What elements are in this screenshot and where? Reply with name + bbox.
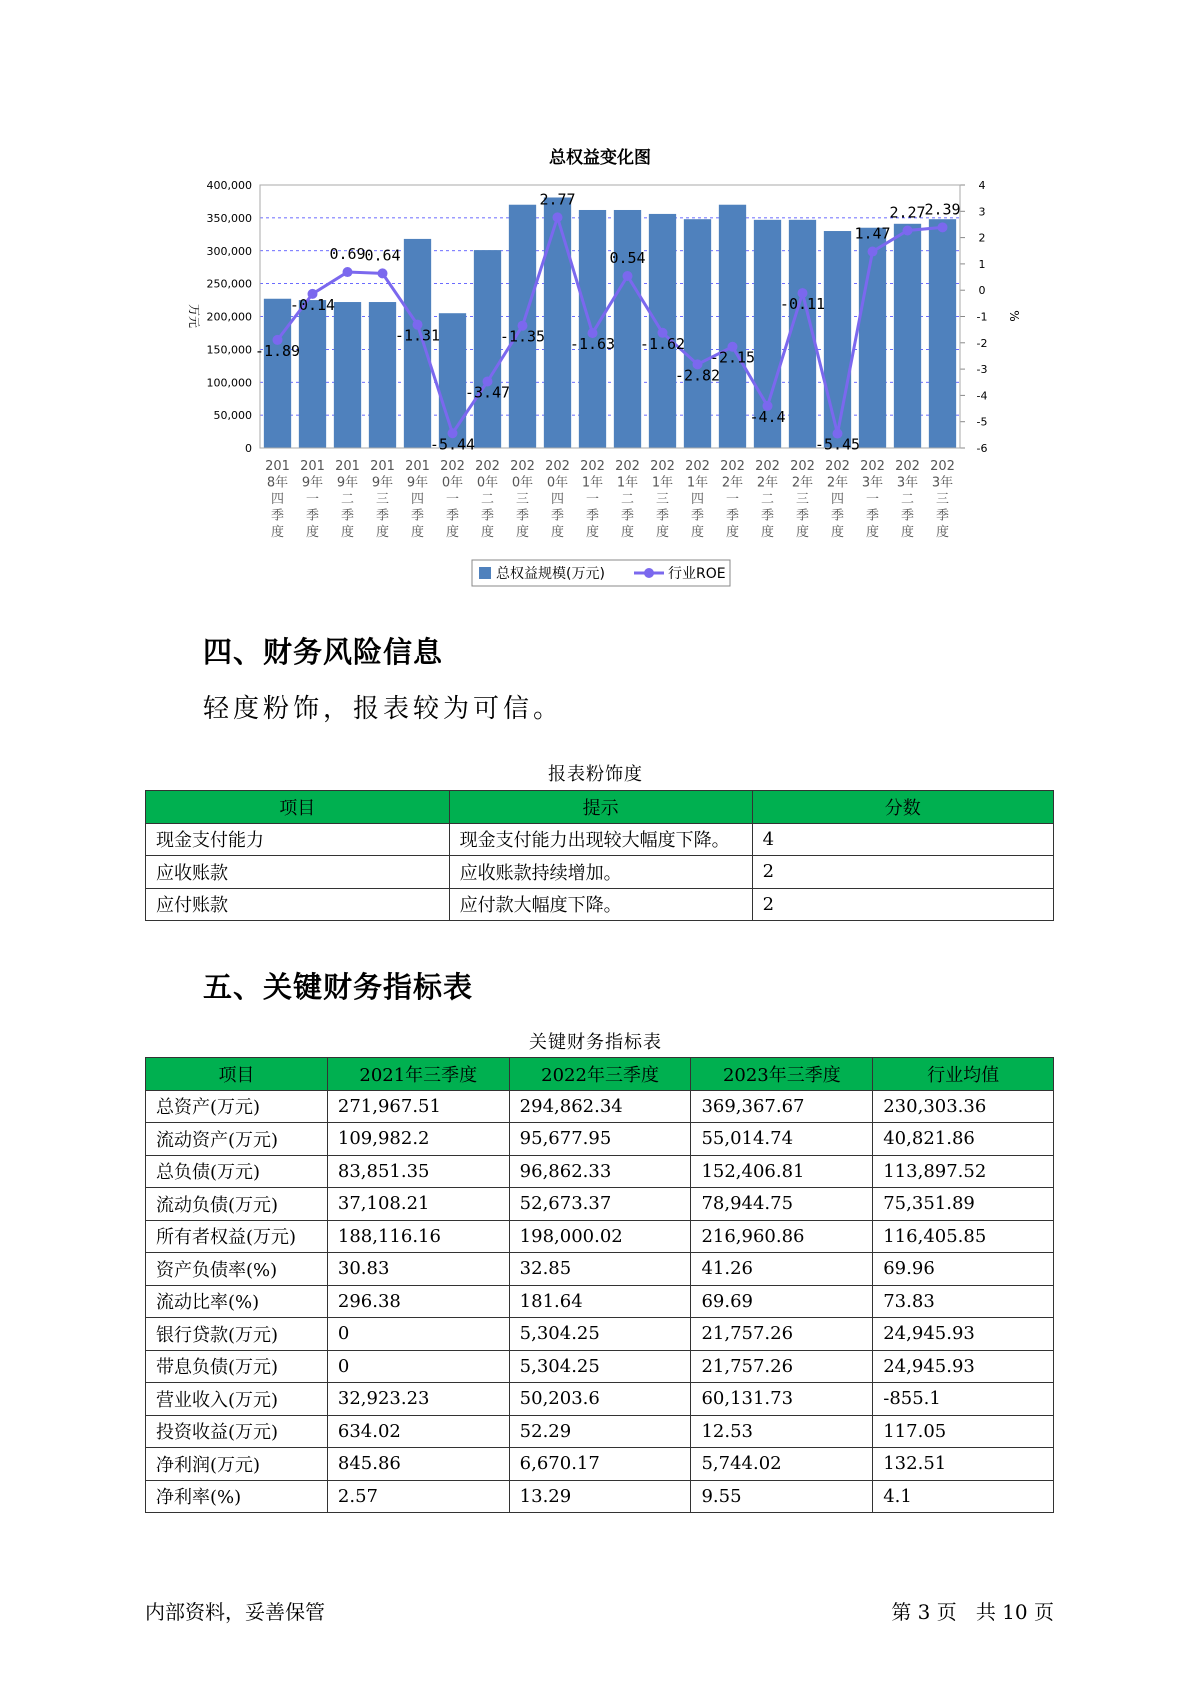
kpi-table-cell: 净利润(万元) [146,1448,328,1481]
x-tick-label: 202 3年一季度 [860,459,885,540]
bar [719,205,746,448]
kpi-table-cell: 152,406.81 [691,1155,873,1188]
roe-data-label: 0.54 [609,248,646,267]
bar [369,302,396,448]
y-tick-label: 300,000 [206,244,252,258]
roe-data-label: 2.39 [924,200,961,219]
kpi-table-cell: 流动负债(万元) [146,1188,328,1221]
x-tick-label: 202 1年三季度 [650,459,675,540]
footer-left: 内部资料，妥善保管 [145,1600,325,1624]
roe-data-label: -3.47 [464,383,511,402]
y-axis-label: 万元 [187,303,201,329]
x-tick-label: 202 0年一季度 [440,459,465,540]
y2-tick-label: 4 [978,179,986,192]
kpi-table-cell: 24,945.93 [873,1318,1054,1351]
kpi-table-cell: 21,757.26 [691,1350,873,1383]
kpi-table-row [146,1123,1054,1156]
roe-point [903,225,913,235]
kpi-table-cell: 流动比率(%) [146,1285,328,1318]
kpi-table-cell: 37,108.21 [327,1188,509,1221]
x-tick-label: 202 1年一季度 [580,459,605,540]
kpi-table-cell: 109,982.2 [327,1123,509,1156]
bar [334,302,361,448]
y2-tick-label: -6 [976,442,988,455]
kpi-table-cell: 83,851.35 [327,1155,509,1188]
x-tick-label: 202 2年二季度 [755,459,780,540]
kpi-table-row [146,1253,1054,1286]
kpi-table-cell: 6,670.17 [509,1448,691,1481]
risk-table-caption: 报表粉饰度 [548,764,643,785]
kpi-table-row [146,1285,1054,1318]
y-tick-label: 50,000 [213,409,252,423]
footer-page-number: 第 3 页 共 10 页 [891,1600,1054,1624]
kpi-table-cell: 30.83 [327,1253,509,1286]
roe-data-label: -1.89 [254,341,301,360]
x-tick-label: 201 9年三季度 [370,459,395,540]
kpi-table-cell: 投资收益(万元) [146,1415,328,1448]
kpi-table-cell: 113,897.52 [873,1155,1054,1188]
roe-data-label: -5.45 [814,435,861,454]
kpi-table-cell: 5,304.25 [509,1318,691,1351]
kpi-table-row [146,1188,1054,1221]
roe-data-label: -0.11 [779,295,826,314]
kpi-table-row [146,1350,1054,1383]
kpi-table-row [146,1480,1054,1513]
roe-data-label: -0.14 [289,295,336,314]
x-tick-label: 201 9年一季度 [300,459,325,540]
kpi-table-cell: 117.05 [873,1415,1054,1448]
kpi-table-cell: 0 [327,1350,509,1383]
bar [929,219,956,448]
kpi-table-cell: 4.1 [873,1480,1054,1513]
kpi-table-cell: 69.69 [691,1285,873,1318]
roe-data-label: -1.62 [639,334,686,353]
kpi-table-cell: 69.96 [873,1253,1054,1286]
bar [859,228,886,448]
kpi-table-cell: 96,862.33 [509,1155,691,1188]
kpi-table-cell: 21,757.26 [691,1318,873,1351]
kpi-table-cell: 总负债(万元) [146,1155,328,1188]
y2-tick-label: -3 [976,363,988,377]
kpi-table-cell: 188,116.16 [327,1220,509,1253]
y2-tick-label: -5 [976,415,988,429]
bar [439,313,466,448]
kpi-table-cell: 116,405.85 [873,1220,1054,1253]
y-tick-label: 400,000 [206,179,252,192]
roe-data-label: -2.15 [709,348,756,367]
x-tick-label: 202 2年四季度 [825,459,850,540]
roe-data-label: -4.4 [749,407,786,426]
risk-table-cell: 2 [752,856,1053,889]
kpi-table-header-cell: 行业均值 [873,1058,1054,1091]
risk-table-cell: 应收账款 [146,856,450,889]
kpi-table-cell: 296.38 [327,1285,509,1318]
x-tick-label: 201 8年四季度 [265,459,290,540]
kpi-table-cell: 132.51 [873,1448,1054,1481]
section5-heading: 五、关键财务指标表 [203,970,474,1004]
y-tick-label: 0 [245,442,252,455]
kpi-table-cell: 0 [327,1318,509,1351]
y2-tick-label: 2 [978,231,986,245]
y-tick-label: 200,000 [206,310,252,324]
kpi-table-cell: 52,673.37 [509,1188,691,1221]
kpi-table-cell: 95,677.95 [509,1123,691,1156]
x-tick-label: 202 0年二季度 [475,459,500,540]
risk-table-cell: 应收账款持续增加。 [449,856,752,889]
kpi-table-cell: 总资产(万元) [146,1090,328,1123]
y2-tick-label: -1 [976,310,988,324]
x-tick-label: 202 3年三季度 [930,459,955,540]
kpi-table-cell: 资产负债率(%) [146,1253,328,1286]
kpi-table-header-cell: 项目 [146,1058,328,1091]
roe-data-label: 0.64 [364,246,401,265]
kpi-table-row [146,1318,1054,1351]
roe-point [868,247,878,257]
bar [264,299,291,448]
kpi-table-cell: 55,014.74 [691,1123,873,1156]
kpi-table-cell: 所有者权益(万元) [146,1220,328,1253]
kpi-table-row [146,1383,1054,1416]
risk-table-cell: 现金支付能力 [146,823,450,856]
kpi-table-row [146,1415,1054,1448]
x-tick-label: 202 3年二季度 [895,459,920,540]
kpi-table-cell: 181.64 [509,1285,691,1318]
kpi-table-row [146,1155,1054,1188]
roe-data-label: 2.77 [539,190,576,209]
kpi-table-row [146,1090,1054,1123]
legend-label-line: 行业ROE [668,566,726,582]
risk-table-header [146,791,1054,824]
kpi-table-cell: 40,821.86 [873,1123,1054,1156]
kpi-table-cell: 流动资产(万元) [146,1123,328,1156]
kpi-table-cell: 271,967.51 [327,1090,509,1123]
risk-table [145,790,1054,921]
kpi-table [145,1057,1054,1513]
risk-table-row [146,823,1054,856]
x-tick-label: 201 9年二季度 [335,459,360,540]
roe-data-label: -5.44 [429,435,476,454]
roe-point [623,271,633,281]
kpi-table-cell: 50,203.6 [509,1383,691,1416]
legend-label-bar: 总权益规模(万元) [496,566,605,582]
section4-heading: 四、财务风险信息 [203,635,444,669]
y-tick-label: 250,000 [206,277,252,291]
x-tick-label: 202 0年三季度 [510,459,535,540]
kpi-table-row [146,1220,1054,1253]
kpi-table-cell: 78,944.75 [691,1188,873,1221]
risk-summary: 轻度粉饰，报表较为可信。 [203,694,564,724]
risk-table-header-cell: 分数 [752,791,1053,824]
roe-point [343,267,353,277]
kpi-table-cell: 32,923.23 [327,1383,509,1416]
kpi-table-cell: 12.53 [691,1415,873,1448]
risk-table-cell: 应付款大幅度下降。 [449,888,752,921]
kpi-table-cell: 75,351.89 [873,1188,1054,1221]
equity-chart [0,0,1191,600]
y-tick-label: 150,000 [206,343,252,357]
kpi-table-cell: 9.55 [691,1480,873,1513]
risk-table-cell: 2 [752,888,1053,921]
risk-table-row [146,856,1054,889]
kpi-table-cell: 52.29 [509,1415,691,1448]
kpi-table-cell: 634.02 [327,1415,509,1448]
kpi-table-header-cell: 2022年三季度 [509,1058,691,1091]
risk-table-cell: 现金支付能力出现较大幅度下降。 [449,823,752,856]
kpi-table-cell: 13.29 [509,1480,691,1513]
kpi-table-cell: 60,131.73 [691,1383,873,1416]
x-tick-label: 202 2年三季度 [790,459,815,540]
chart-title: 总权益变化图 [549,148,651,168]
kpi-table-cell: -855.1 [873,1383,1054,1416]
x-tick-label: 201 9年四季度 [405,459,430,540]
kpi-table-row [146,1448,1054,1481]
kpi-table-cell: 32.85 [509,1253,691,1286]
kpi-table-cell: 369,367.67 [691,1090,873,1123]
risk-table-cell: 4 [752,823,1053,856]
kpi-table-cell: 216,960.86 [691,1220,873,1253]
x-tick-label: 202 1年二季度 [615,459,640,540]
bar [474,250,501,448]
x-tick-label: 202 1年四季度 [685,459,710,540]
legend-line-marker [644,568,654,578]
kpi-table-cell: 73.83 [873,1285,1054,1318]
y2-tick-label: -4 [976,389,988,403]
bar [894,224,921,448]
kpi-table-cell: 41.26 [691,1253,873,1286]
kpi-table-cell: 5,744.02 [691,1448,873,1481]
y2-tick-label: 1 [978,257,986,271]
kpi-table-cell: 净利率(%) [146,1480,328,1513]
roe-data-label: 1.47 [854,224,891,243]
y2-tick-label: -2 [976,336,988,350]
kpi-table-cell: 294,862.34 [509,1090,691,1123]
risk-table-row [146,888,1054,921]
roe-point [938,222,948,232]
y2-tick-label: 0 [978,284,986,298]
y-tick-label: 350,000 [206,211,252,225]
kpi-table-cell: 198,000.02 [509,1220,691,1253]
roe-point [553,212,563,222]
kpi-table-cell: 2.57 [327,1480,509,1513]
roe-data-label: 0.69 [329,245,366,264]
roe-data-label: 2.27 [889,203,926,222]
risk-table-header-cell: 项目 [146,791,450,824]
kpi-table-cell: 230,303.36 [873,1090,1054,1123]
bar [299,300,326,448]
kpi-table-cell: 营业收入(万元) [146,1383,328,1416]
roe-data-label: -1.35 [499,327,546,346]
kpi-table-header-cell: 2021年三季度 [327,1058,509,1091]
y2-tick-label: 3 [978,205,986,219]
roe-data-label: -1.31 [394,326,441,345]
roe-point [378,268,388,278]
risk-table-header-cell: 提示 [449,791,752,824]
bar [614,210,641,448]
kpi-table-cell: 带息负债(万元) [146,1350,328,1383]
bar [544,197,571,448]
kpi-table-cell: 5,304.25 [509,1350,691,1383]
kpi-table-cell: 银行贷款(万元) [146,1318,328,1351]
kpi-table-header-cell: 2023年三季度 [691,1058,873,1091]
roe-data-label: -2.82 [674,366,721,385]
bar [824,231,851,448]
kpi-table-header [146,1058,1054,1091]
kpi-table-caption: 关键财务指标表 [529,1032,662,1053]
kpi-table-cell: 24,945.93 [873,1350,1054,1383]
kpi-table-cell: 845.86 [327,1448,509,1481]
bar [684,219,711,448]
y2-axis-label: % [1007,310,1021,322]
x-tick-label: 202 2年一季度 [720,459,745,540]
y-tick-label: 100,000 [206,376,252,390]
x-tick-label: 202 0年四季度 [545,459,570,540]
legend-swatch-bar [479,567,491,579]
risk-table-cell: 应付账款 [146,888,450,921]
roe-data-label: -1.63 [569,335,616,354]
